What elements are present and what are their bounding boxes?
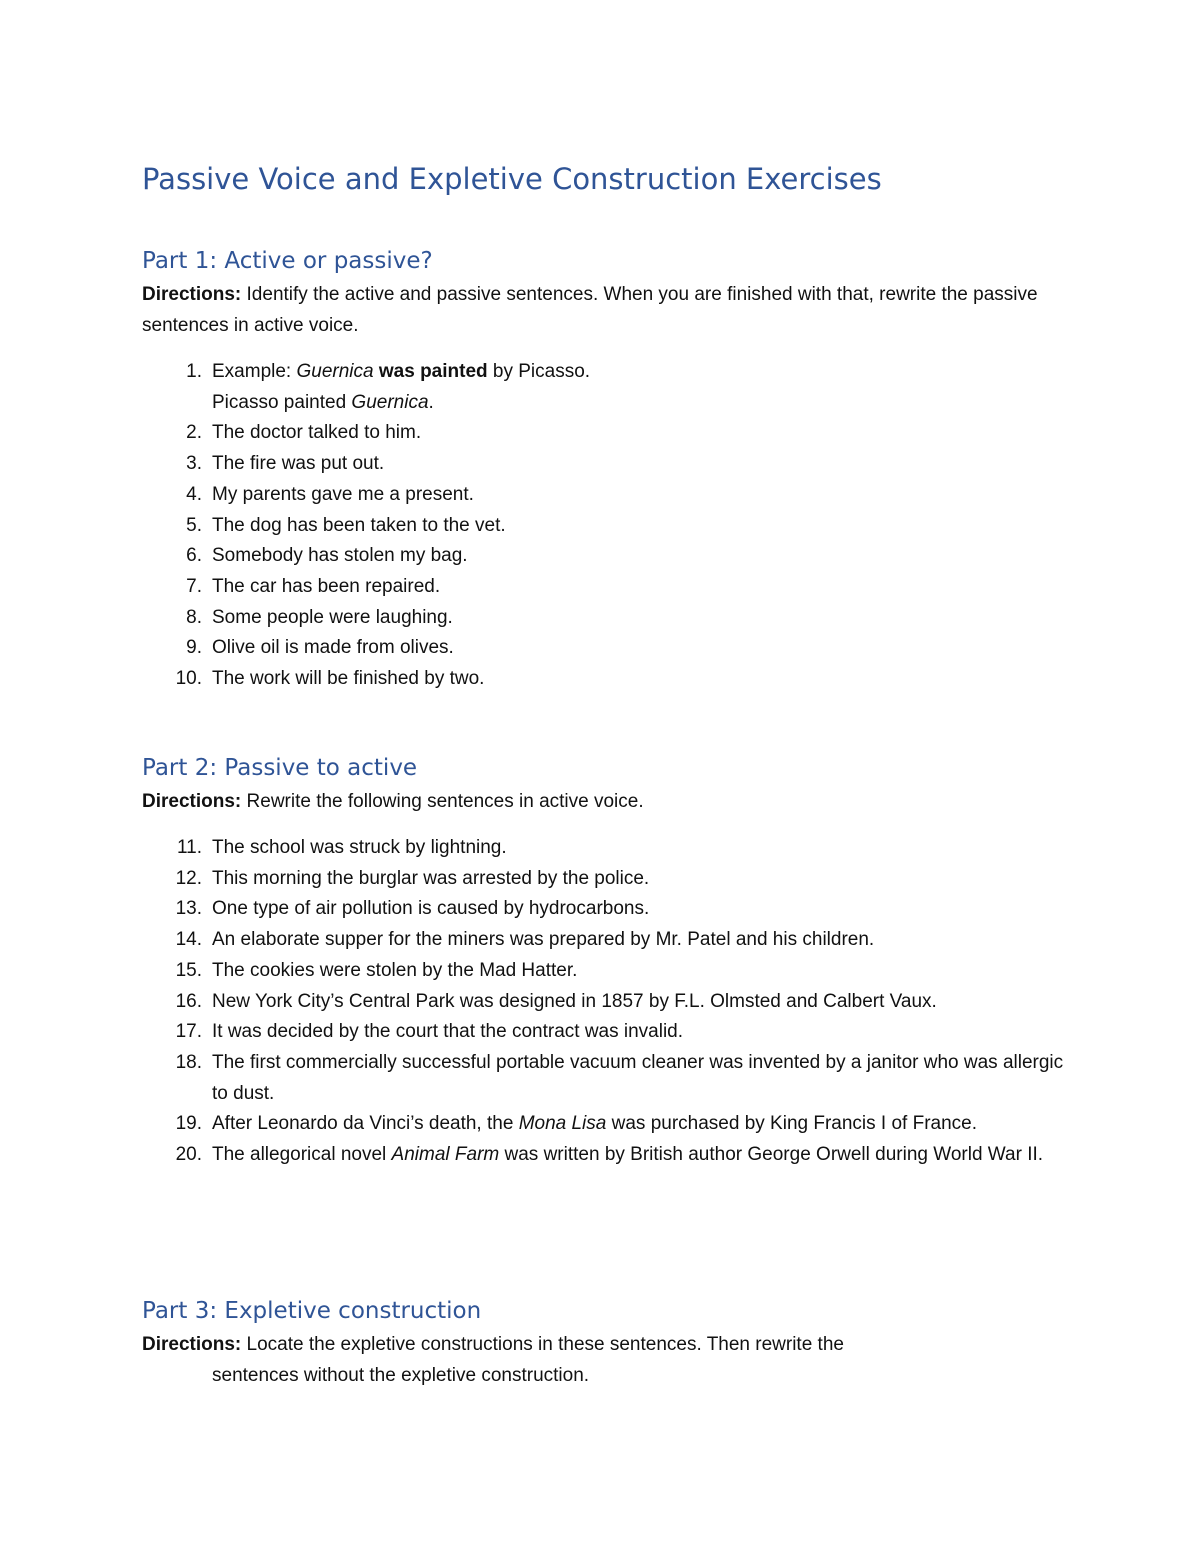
list-item-number: 16.	[175, 990, 202, 1012]
list-item: 7. The car has been repaired.	[142, 572, 1082, 603]
list-item: 4. My parents gave me a present.	[142, 480, 1082, 511]
part2-directions	[142, 786, 1072, 817]
list-item: 3. The fire was put out.	[142, 449, 1082, 480]
part1-list	[142, 357, 1082, 695]
list-item: 20. The allegorical novel Animal Farm was written by British author George Orwell during World War II.	[142, 1140, 1082, 1171]
list-item-number: 8.	[186, 606, 202, 628]
part3-directions-label: Directions:	[142, 1334, 242, 1355]
list-item: 9. Olive oil is made from olives.	[142, 633, 1082, 664]
list-item-number: 15.	[175, 959, 202, 981]
part3-directions	[142, 1329, 1072, 1391]
part1-directions-text: Identify the active and passive sentences. When you are finished with that, rewrite the passive sentences in active voice.	[142, 284, 1038, 336]
list-item: 6. Somebody has stolen my bag.	[142, 541, 1082, 572]
list-item: 19. After Leonardo da Vinci’s death, the Mona Lisa was purchased by King Francis I of France.	[142, 1109, 1082, 1140]
list-item: 11. The school was struck by lightning.	[142, 833, 1082, 864]
list-item-number: 5.	[186, 514, 202, 536]
list-item-number: 18.	[175, 1051, 202, 1073]
part2-directions-label: Directions:	[142, 791, 242, 812]
part1-heading: Part 1: Active or passive?	[142, 248, 433, 274]
part2-list	[142, 833, 1082, 1171]
list-item: 2. The doctor talked to him.	[142, 418, 1082, 449]
list-item-number: 10.	[175, 668, 202, 690]
list-item-number: 13.	[175, 898, 202, 920]
part3-heading: Part 3: Expletive construction	[142, 1298, 482, 1324]
list-item-number: 17.	[175, 1021, 202, 1043]
list-item: 17. It was decided by the court that the contract was invalid.	[142, 1017, 1082, 1048]
list-item-number: 14.	[175, 929, 202, 951]
list-item: 12. This morning the burglar was arrested by the police.	[142, 864, 1082, 895]
list-item-number: 7.	[186, 575, 202, 597]
list-item: 16. New York City’s Central Park was designed in 1857 by F.L. Olmsted and Calbert Vaux.	[142, 987, 1082, 1018]
list-item-number: 1.	[186, 361, 202, 382]
list-item-number: 2.	[186, 422, 202, 444]
list-item-number: 19.	[175, 1113, 202, 1135]
list-item-example: 1. Example: Guernica was painted by Picasso. Picasso painted Guernica.	[142, 357, 1082, 418]
list-item-number: 11.	[176, 837, 202, 858]
document-title: Passive Voice and Expletive Construction Exercises	[142, 162, 882, 196]
part1-directions	[142, 279, 1072, 341]
list-item: 15. The cookies were stolen by the Mad Hatter.	[142, 956, 1082, 987]
list-item: 10. The work will be finished by two.	[142, 664, 1082, 695]
list-item: 8. Some people were laughing.	[142, 603, 1082, 634]
part3-directions-line1: Locate the expletive constructions in these sentences. Then rewrite the	[246, 1334, 844, 1355]
list-item-number: 3.	[186, 453, 202, 475]
list-item-number: 4.	[186, 483, 202, 505]
list-item: 5. The dog has been taken to the vet.	[142, 511, 1082, 542]
list-item: 14. An elaborate supper for the miners was prepared by Mr. Patel and his children.	[142, 925, 1082, 956]
list-item-number: 20.	[175, 1144, 202, 1166]
list-item: 18. The first commercially successful portable vacuum cleaner was invented by a janitor who was allergic to dust.	[142, 1048, 1082, 1109]
list-item: 13. One type of air pollution is caused by hydrocarbons.	[142, 894, 1082, 925]
part1-directions-label: Directions:	[142, 284, 242, 305]
list-item-number: 9.	[186, 637, 202, 659]
part2-heading: Part 2: Passive to active	[142, 755, 418, 781]
list-item-number: 12.	[175, 867, 202, 889]
list-item-number: 6.	[186, 545, 202, 567]
part3-directions-line2: sentences without the expletive construction.	[212, 1365, 590, 1386]
part2-directions-text: Rewrite the following sentences in active voice.	[246, 791, 644, 812]
example-answer: Picasso painted	[212, 391, 352, 413]
